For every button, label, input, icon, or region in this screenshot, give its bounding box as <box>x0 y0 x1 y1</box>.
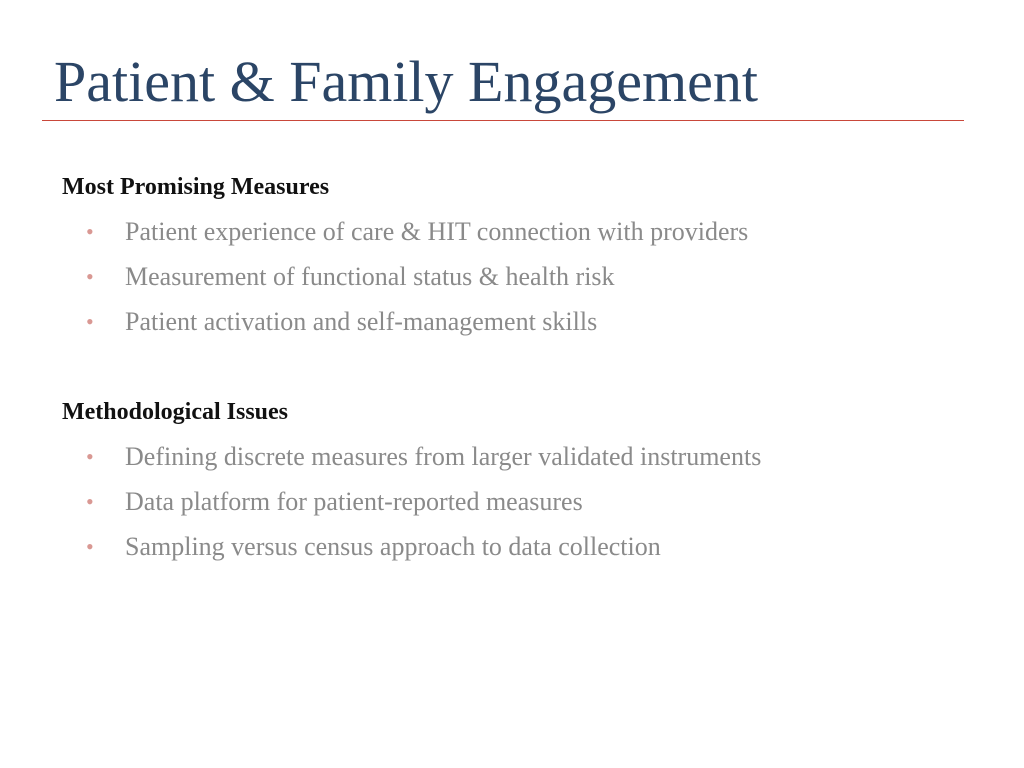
bullet-text: Measurement of functional status & health risk <box>125 262 615 291</box>
title-divider <box>42 120 964 121</box>
list-item <box>62 260 615 305</box>
bullet-icon: • <box>86 219 94 244</box>
bullet-icon: • <box>86 264 94 289</box>
bullet-icon: • <box>86 309 94 334</box>
bullet-list <box>62 215 749 350</box>
section-methodological-issues <box>62 395 762 575</box>
section-heading: Methodological Issues <box>62 399 289 425</box>
bullet-icon: • <box>86 534 94 559</box>
bullet-text: Data platform for patient-reported measures <box>125 487 583 516</box>
list-item <box>62 440 762 485</box>
bullet-icon: • <box>86 489 94 514</box>
bullet-icon: • <box>86 444 94 469</box>
bullet-text: Patient experience of care & HIT connection with providers <box>125 217 749 246</box>
bullet-text: Defining discrete measures from larger validated instruments <box>125 442 762 471</box>
list-item <box>62 215 749 260</box>
list-item <box>62 485 583 530</box>
bullet-list <box>62 440 762 575</box>
slide-title: Patient & Family Engagement <box>54 49 758 114</box>
section-heading: Most Promising Measures <box>62 174 330 200</box>
list-item <box>62 530 661 575</box>
list-item <box>62 305 598 350</box>
bullet-text: Sampling versus census approach to data collection <box>125 532 661 561</box>
bullet-text: Patient activation and self-management skills <box>125 307 598 336</box>
section-most-promising-measures <box>62 170 749 350</box>
